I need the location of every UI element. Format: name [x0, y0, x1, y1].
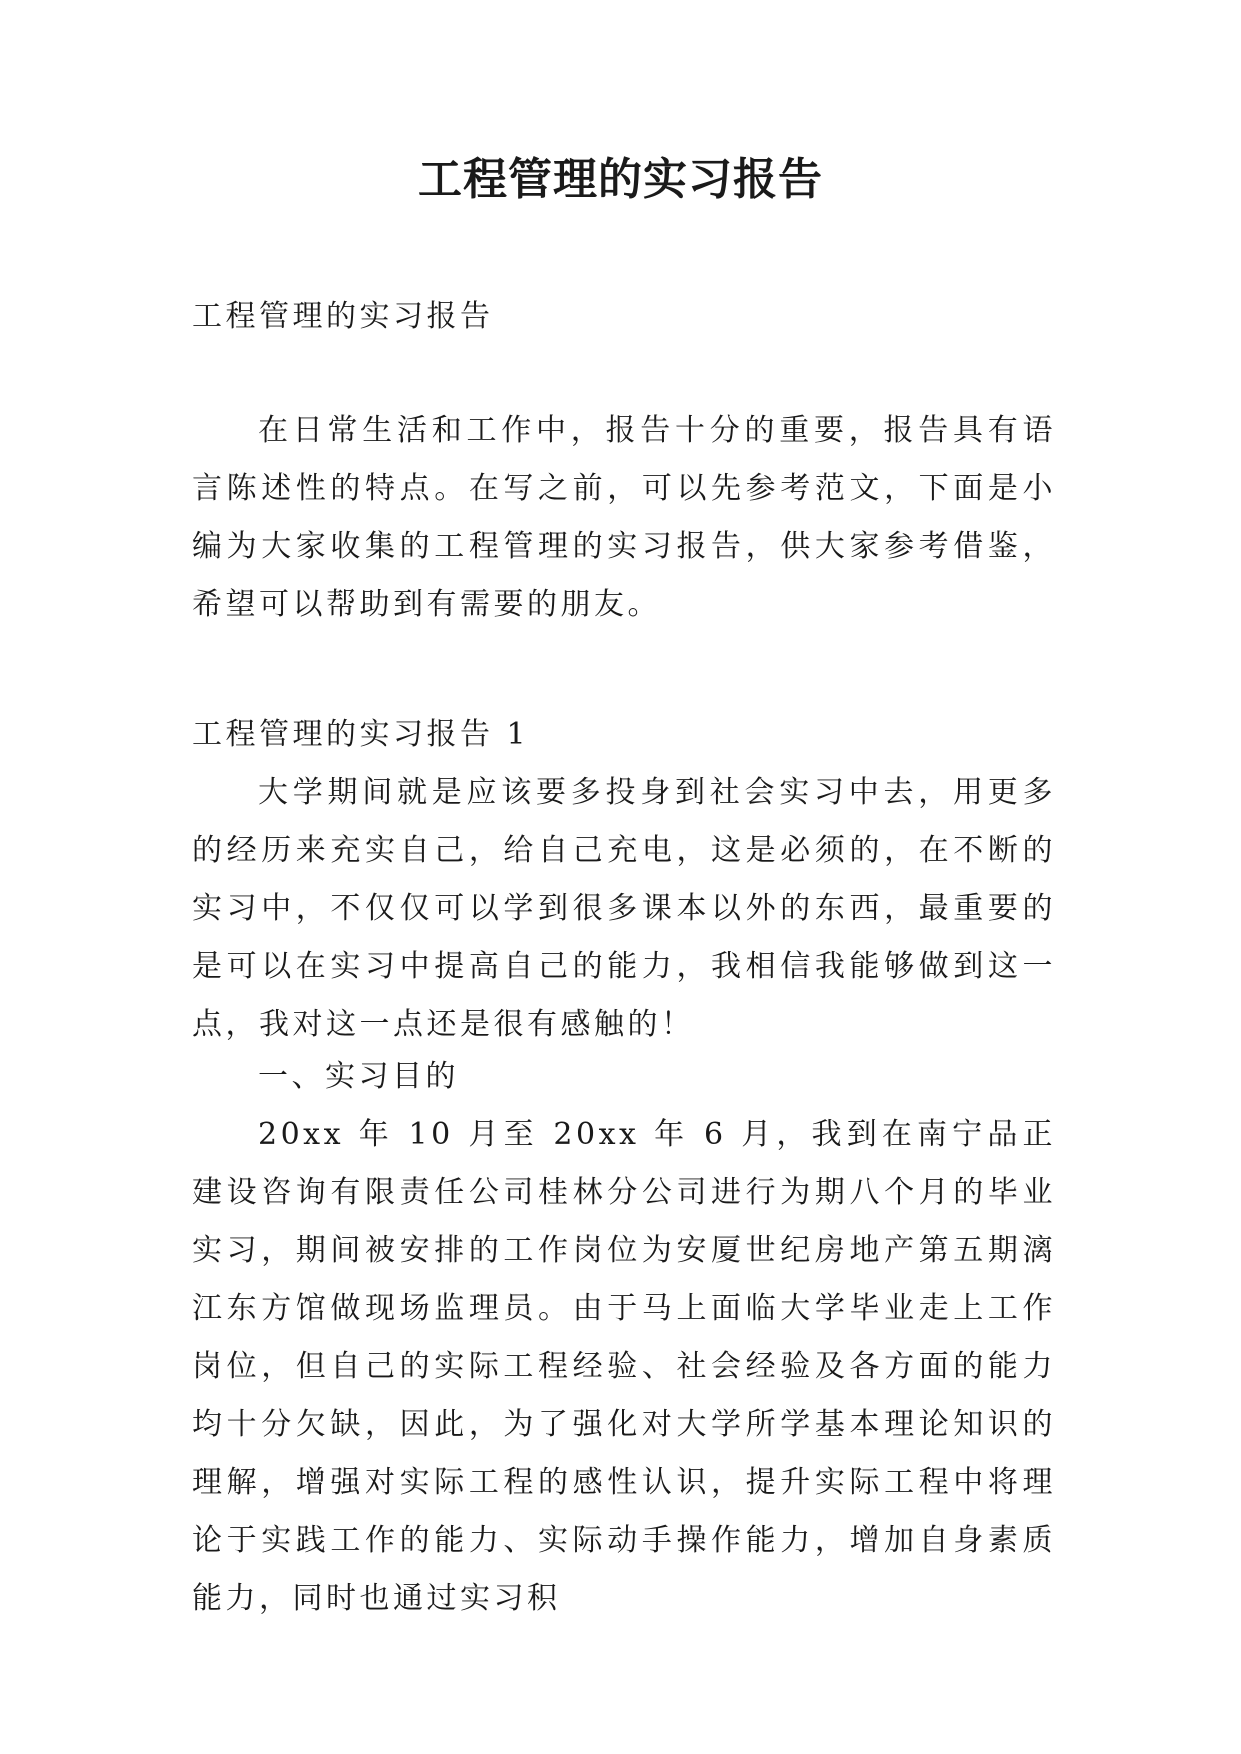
document-subtitle: 工程管理的实习报告 — [192, 299, 494, 334]
heading-internship-purpose: 一、实习目的 — [258, 1059, 459, 1094]
section-title: 工程管理的实习报告 1 — [192, 717, 530, 752]
body-paragraph-1: 大学期间就是应该要多投身到社会实习中去，用更多的经历来充实自己，给自己充电，这是必须的，在不断的实习中，不仅仅可以学到很多课本以外的东西，最重要的是可以在实习中提高自己的能力，我相信我能够做到这一点，我对这一点还是很有感触的！ — [192, 775, 1056, 1042]
body-paragraph-2: 20xx 年 10 月至 20xx 年 6 月，我到在南宁品正建设咨询有限责任公司桂林分公司进行为期八个月的毕业实习，期间被安排的工作岗位为安厦世纪房地产第五期漓江东方馆做现场监理员。由于马上面临大学毕业走上工作岗位，但自己的实际工程经验、社会经验及各方面的能力均十分欠缺，因此，为了强化对大学所学基本理论知识的理解，增强对实际工程的感性认识，提升实际工程中将理论于实践工作的能力、实际动手操作能力，增加自身素质能力，同时也通过实习积 — [192, 1117, 1056, 1616]
document-title: 工程管理的实习报告 — [418, 154, 823, 205]
intro-paragraph: 在日常生活和工作中，报告十分的重要，报告具有语言陈述性的特点。在写之前，可以先参考范文，下面是小编为大家收集的工程管理的实习报告，供大家参考借鉴，希望可以帮助到有需要的朋友。 — [192, 413, 1056, 622]
